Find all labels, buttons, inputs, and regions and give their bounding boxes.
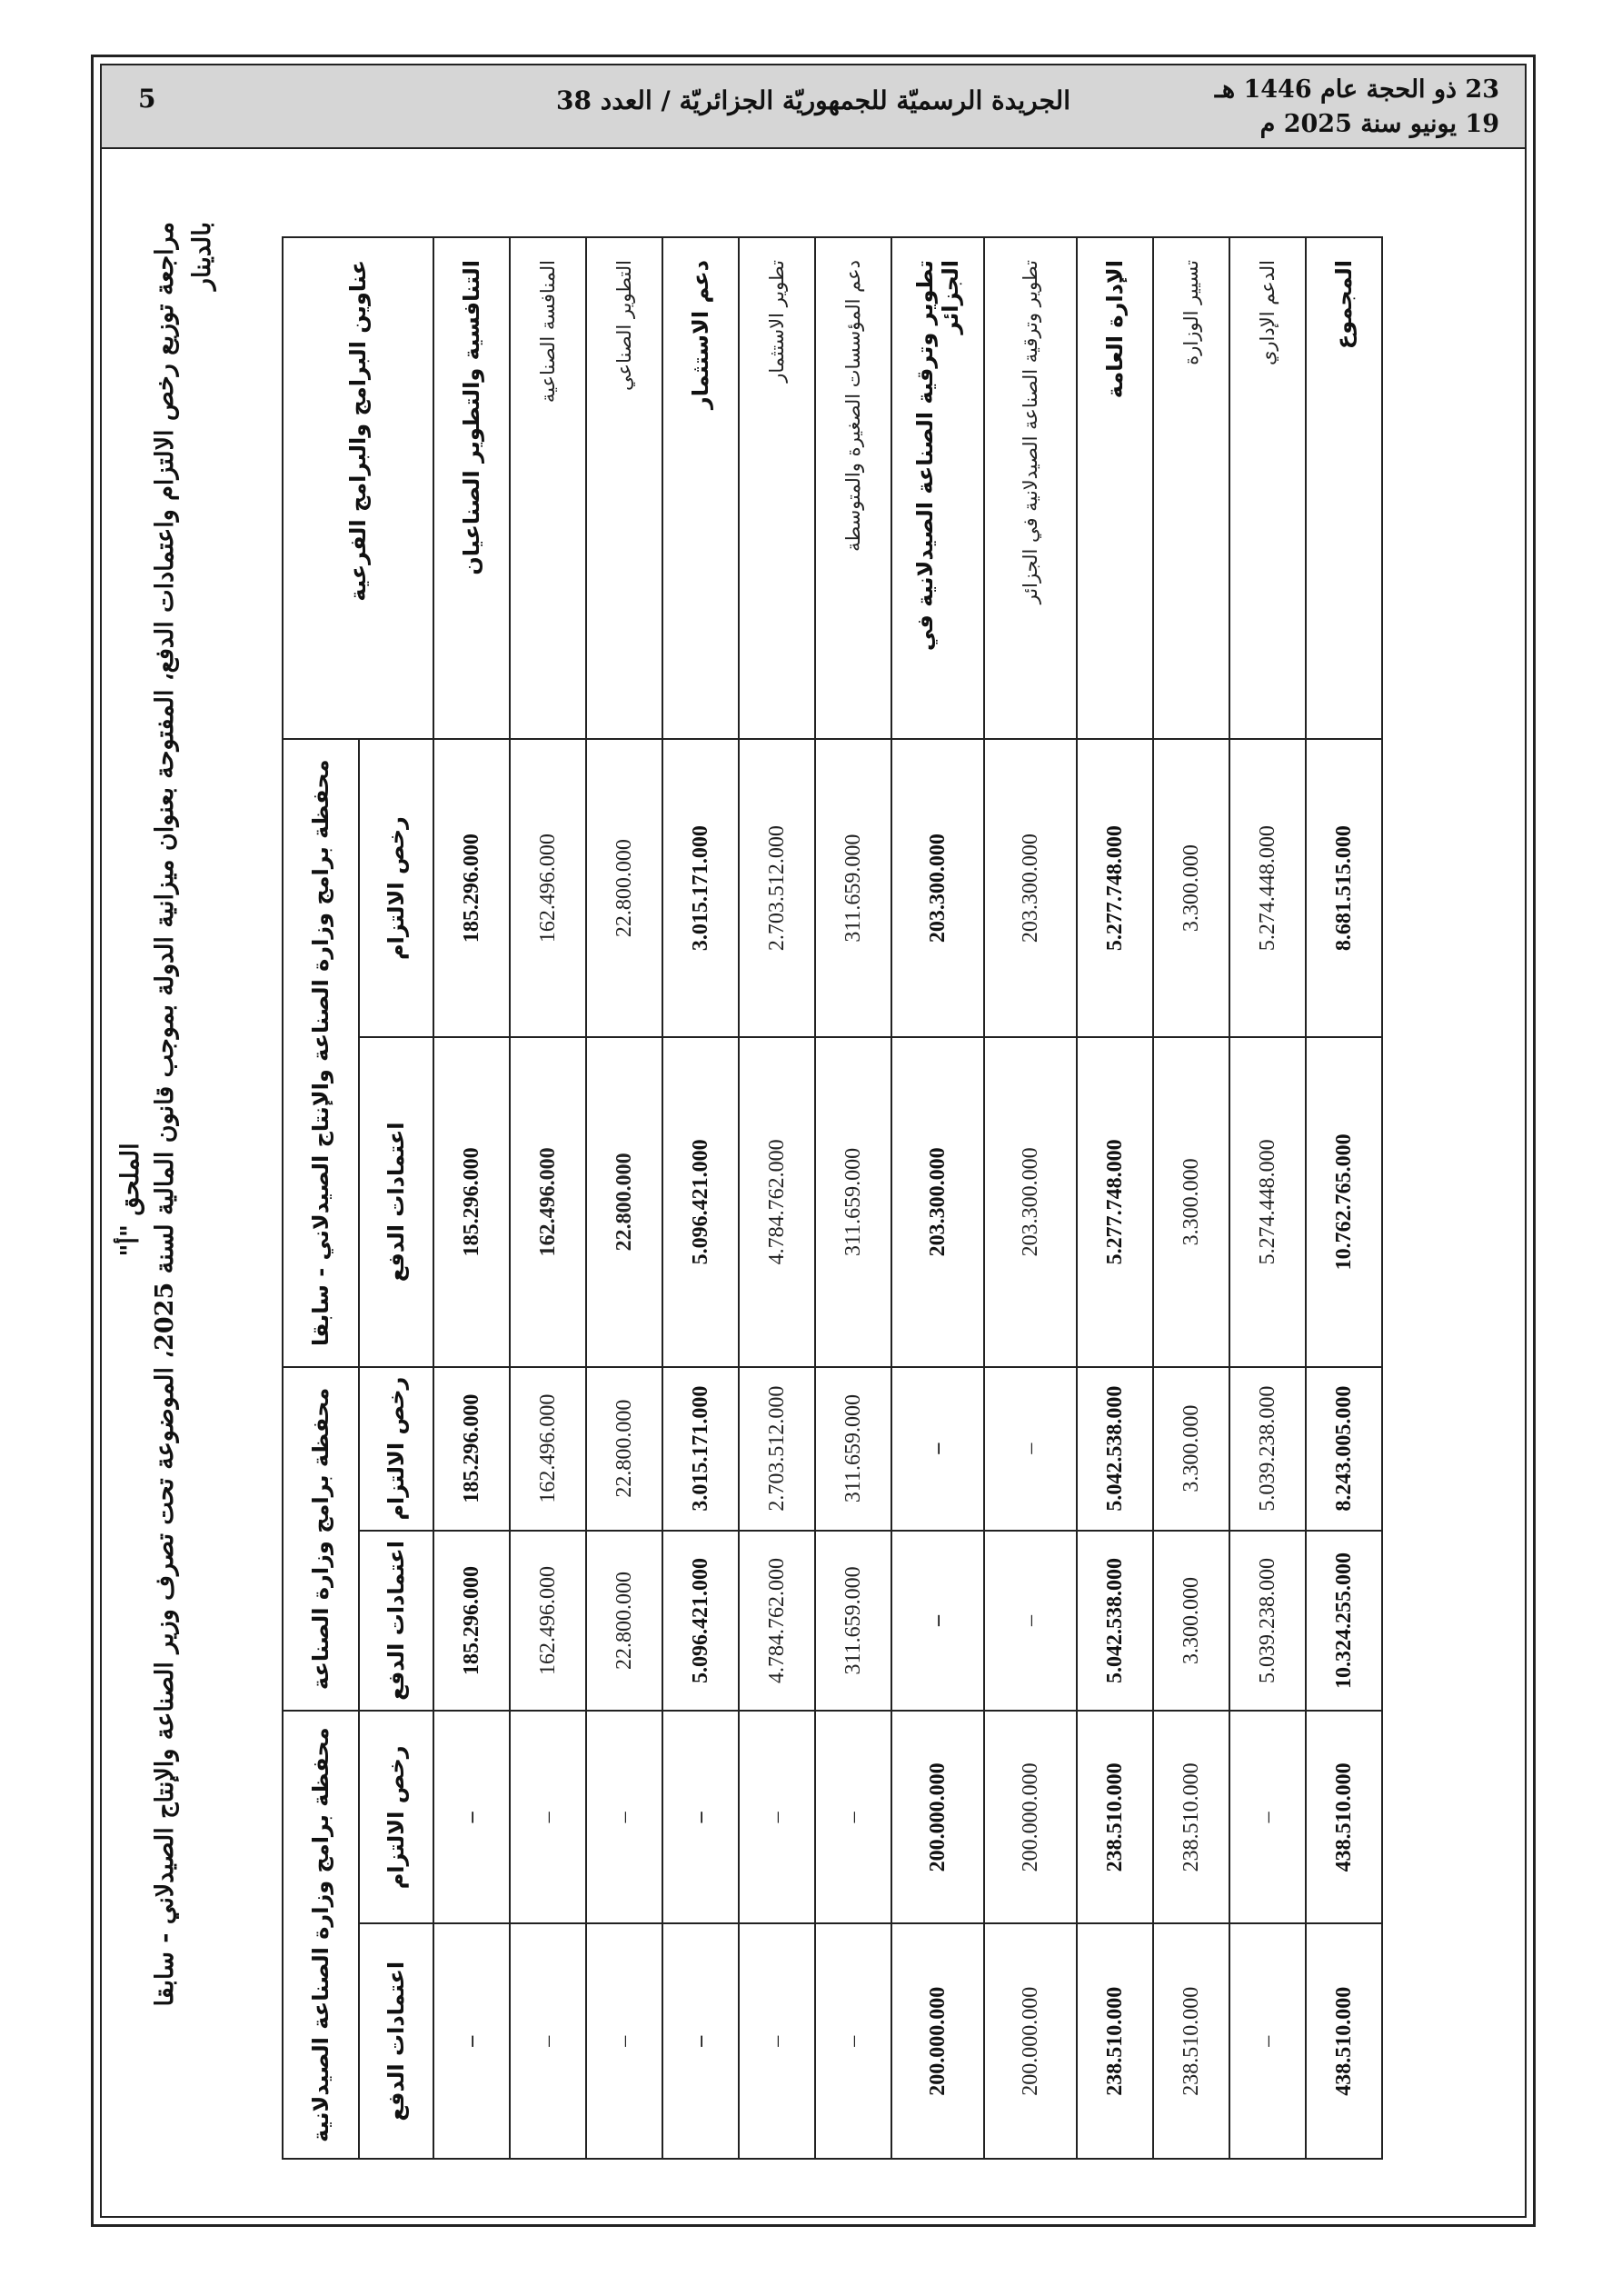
g3-cp-header: اعتمادات الدفع — [359, 1923, 433, 2159]
row-g1-ae: 5.274.448.000 — [1229, 739, 1306, 1037]
annex-title: مراجعة توزيع رخص الالتزام واعتمادات الدفع، المفتوحة بعنوان ميزانية الدولة بموجب قانون المالية لسنة 2025، الموضوعة تحت تصرف وزير الصناعة والإنتاج الصيدلاني - سابقا — [151, 222, 179, 2007]
row-g1-ae: 2.703.512.000 — [739, 739, 815, 1037]
page-number: 5 — [138, 84, 156, 114]
annex-heading — [114, 218, 220, 2181]
row-g3-ae: – — [815, 1711, 891, 1923]
row-program-name: دعم المؤسسات الصغيرة والمتوسطة — [815, 237, 891, 739]
row-g1-cp: 5.277.748.000 — [1077, 1037, 1153, 1366]
row-g3-cp: 238.510.000 — [1077, 1923, 1153, 2159]
row-g2-ae: 3.015.171.000 — [662, 1367, 739, 1531]
row-g3-cp: – — [662, 1923, 739, 2159]
row-g3-ae: 238.510.000 — [1153, 1711, 1229, 1923]
table-row — [891, 237, 984, 2159]
row-g1-cp: 4.784.762.000 — [739, 1037, 815, 1366]
g1-ae-header: رخص الالتزام — [359, 739, 433, 1037]
row-g2-ae: – — [891, 1367, 984, 1531]
row-g2-cp: – — [984, 1531, 1077, 1712]
page-header — [102, 65, 1525, 149]
table-row — [1077, 237, 1153, 2159]
table-total-row — [1306, 237, 1382, 2159]
row-g2-cp: 5.039.238.000 — [1229, 1531, 1306, 1712]
row-g1-cp: 10.762.765.000 — [1306, 1037, 1382, 1366]
g1-cp-header: اعتمادات الدفع — [359, 1037, 433, 1366]
annex-unit: بالدينار — [188, 222, 216, 291]
row-g1-ae: 311.659.000 — [815, 739, 891, 1037]
table-row — [510, 237, 586, 2159]
row-g1-ae: 203.300.000 — [891, 739, 984, 1037]
row-program-name: المجموع — [1306, 237, 1382, 739]
rotated-content — [109, 200, 1499, 2200]
table-row — [1229, 237, 1306, 2159]
row-g1-cp: 203.300.000 — [984, 1037, 1077, 1366]
row-g3-ae: – — [1229, 1711, 1306, 1923]
row-program-name: الإدارة العامة — [1077, 237, 1153, 739]
budget-table — [282, 236, 1383, 2160]
row-g1-cp: 3.300.000 — [1153, 1037, 1229, 1366]
row-g3-cp: – — [1229, 1923, 1306, 2159]
table-row — [739, 237, 815, 2159]
row-g3-ae: – — [433, 1711, 510, 1923]
row-g1-ae: 162.496.000 — [510, 739, 586, 1037]
row-g2-ae: 2.703.512.000 — [739, 1367, 815, 1531]
row-g1-ae: 5.277.748.000 — [1077, 739, 1153, 1037]
row-g3-cp: – — [586, 1923, 662, 2159]
row-g3-ae: – — [510, 1711, 586, 1923]
row-g2-cp: 3.300.000 — [1153, 1531, 1229, 1712]
row-g3-ae: – — [586, 1711, 662, 1923]
row-g3-cp: – — [433, 1923, 510, 2159]
row-g1-cp: 5.096.421.000 — [662, 1037, 739, 1366]
group1-header: محفظة برامج وزارة الصناعة والإنتاج الصيدلاني - سابقا — [283, 739, 359, 1367]
row-g1-ae: 185.296.000 — [433, 739, 510, 1037]
row-g2-cp: 4.784.762.000 — [739, 1531, 815, 1712]
row-program-name: تطوير وترقية الصناعة الصيدلانية في الجزائر — [984, 237, 1077, 739]
row-program-name: تسيير الوزارة — [1153, 237, 1229, 739]
row-program-name: التنافسية والتطوير الصناعيان — [433, 237, 510, 739]
header-title: الجريدة الرسميّة للجمهوريّة الجزائريّة / العدد 38 — [556, 85, 1070, 115]
row-g3-ae: 238.510.000 — [1077, 1711, 1153, 1923]
row-g2-ae: 3.300.000 — [1153, 1367, 1229, 1531]
row-g3-cp: 200.000.000 — [984, 1923, 1077, 2159]
row-g1-ae: 3.015.171.000 — [662, 739, 739, 1037]
row-g1-cp: 162.496.000 — [510, 1037, 586, 1366]
table-header-row — [283, 237, 359, 2159]
row-g3-cp: 238.510.000 — [1153, 1923, 1229, 2159]
row-g3-ae: 200.000.000 — [984, 1711, 1077, 1923]
table-row — [1153, 237, 1229, 2159]
row-g3-ae: – — [739, 1711, 815, 1923]
row-program-name: المنافسة الصناعية — [510, 237, 586, 739]
row-g3-ae: 438.510.000 — [1306, 1711, 1382, 1923]
row-g2-ae: – — [984, 1367, 1077, 1531]
row-g1-cp: 22.800.000 — [586, 1037, 662, 1366]
row-g1-ae: 8.681.515.000 — [1306, 739, 1382, 1037]
row-g3-cp: 438.510.000 — [1306, 1923, 1382, 2159]
row-g2-ae: 22.800.000 — [586, 1367, 662, 1531]
row-g2-ae: 8.243.005.000 — [1306, 1367, 1382, 1531]
row-g2-cp: – — [891, 1531, 984, 1712]
row-g1-ae: 22.800.000 — [586, 739, 662, 1037]
row-g2-ae: 5.042.538.000 — [1077, 1367, 1153, 1531]
row-g2-cp: 22.800.000 — [586, 1531, 662, 1712]
row-g3-cp: – — [739, 1923, 815, 2159]
table-row — [662, 237, 739, 2159]
row-program-name: تطوير وترقية الصناعة الصيدلانية في الجزائر — [891, 237, 984, 739]
row-g3-ae: 200.000.000 — [891, 1711, 984, 1923]
row-g2-ae: 5.039.238.000 — [1229, 1367, 1306, 1531]
header-date-gregorian: 19 يونيو سنة 2025 م — [1259, 110, 1499, 138]
row-g1-cp: 185.296.000 — [433, 1037, 510, 1366]
row-g2-cp: 5.042.538.000 — [1077, 1531, 1153, 1712]
row-g3-cp: 200.000.000 — [891, 1923, 984, 2159]
table-row — [586, 237, 662, 2159]
row-g2-cp: 185.296.000 — [433, 1531, 510, 1712]
row-g3-cp: – — [815, 1923, 891, 2159]
table-row — [815, 237, 891, 2159]
row-g1-cp: 5.274.448.000 — [1229, 1037, 1306, 1366]
row-g1-ae: 3.300.000 — [1153, 739, 1229, 1037]
row-g1-cp: 311.659.000 — [815, 1037, 891, 1366]
row-g2-cp: 10.324.255.000 — [1306, 1531, 1382, 1712]
row-g1-ae: 203.300.000 — [984, 739, 1077, 1037]
table-row — [433, 237, 510, 2159]
group2-header: محفظة برامج وزارة الصناعة — [283, 1367, 359, 1712]
row-program-name: تطوير الاستثمار — [739, 237, 815, 739]
header-date-hijri: 23 ذو الحجة عام 1446 هـ — [1214, 75, 1499, 104]
group3-header: محفظة برامج وزارة الصناعة الصيدلانية — [283, 1711, 359, 2159]
row-program-name: التطوير الصناعي — [586, 237, 662, 739]
g3-ae-header: رخص الالتزام — [359, 1711, 433, 1923]
row-program-name: الدعم الإداري — [1229, 237, 1306, 739]
row-g2-ae: 185.296.000 — [433, 1367, 510, 1531]
annex-label: الملحق "أ" — [116, 1143, 144, 1257]
row-program-name: دعم الاستثمار — [662, 237, 739, 739]
row-g2-ae: 162.496.000 — [510, 1367, 586, 1531]
row-g1-cp: 203.300.000 — [891, 1037, 984, 1366]
col-programs-header: عناوين البرامج والبرامج الفرعية — [283, 237, 433, 739]
row-g3-ae: – — [662, 1711, 739, 1923]
table-row — [984, 237, 1077, 2159]
row-g3-cp: – — [510, 1923, 586, 2159]
row-g2-cp: 311.659.000 — [815, 1531, 891, 1712]
row-g2-cp: 162.496.000 — [510, 1531, 586, 1712]
row-g2-cp: 5.096.421.000 — [662, 1531, 739, 1712]
g2-cp-header: اعتمادات الدفع — [359, 1531, 433, 1712]
row-g2-ae: 311.659.000 — [815, 1367, 891, 1531]
g2-ae-header: رخص الالتزام — [359, 1367, 433, 1531]
